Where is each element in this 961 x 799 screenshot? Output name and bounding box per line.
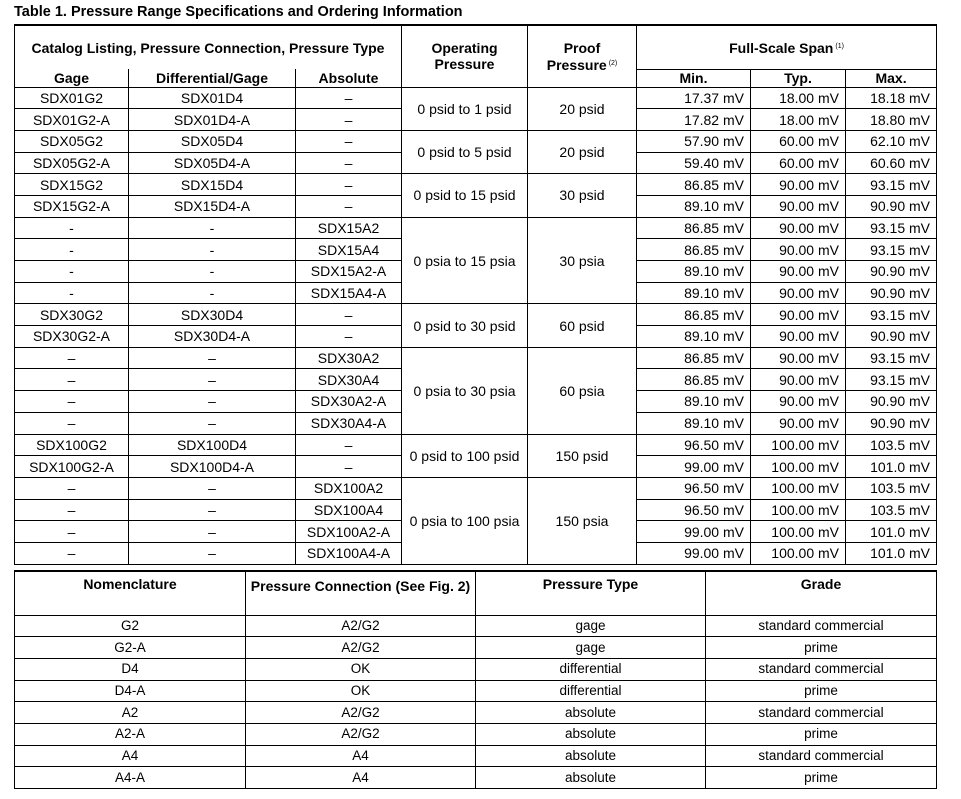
table-row [15, 477, 937, 499]
nomenclature-cell: G2-A [15, 637, 246, 659]
grade-cell: prime [706, 637, 937, 659]
grade-cell: prime [706, 680, 937, 702]
span-min-cell: 86.85 mV [637, 239, 751, 261]
table-row [15, 723, 937, 745]
differential-gage-model-cell: SDX15D4-A [129, 195, 296, 217]
nomenclature-cell: A4-A [15, 767, 246, 789]
pressure-type-cell: differential [476, 680, 706, 702]
span-min-cell: 89.10 mV [637, 412, 751, 434]
min-header: Min. [637, 69, 751, 87]
span-max-cell: 103.5 mV [846, 499, 937, 521]
span-max-cell: 93.15 mV [846, 304, 937, 326]
span-min-cell: 17.82 mV [637, 109, 751, 131]
span-max-cell: 60.60 mV [846, 152, 937, 174]
operating-pressure-cell: 0 psid to 30 psid [402, 304, 528, 347]
span-max-cell: 101.0 mV [846, 521, 937, 543]
table-title: Table 1. Pressure Range Specifications and Ordering Information [14, 4, 463, 20]
differential-gage-model-cell: SDX15D4 [129, 174, 296, 196]
differential-gage-model-cell: – [129, 347, 296, 369]
span-min-cell: 86.85 mV [637, 347, 751, 369]
grade-cell: standard commercial [706, 702, 937, 724]
absolute-model-cell: – [296, 87, 402, 109]
nomenclature-cell: D4-A [15, 680, 246, 702]
span-max-cell: 93.15 mV [846, 347, 937, 369]
span-min-cell: 99.00 mV [637, 456, 751, 478]
span-min-cell: 89.10 mV [637, 391, 751, 413]
gage-model-cell: SDX30G2 [15, 304, 129, 326]
nomenclature-table [14, 570, 937, 789]
pressure-type-cell: gage [476, 615, 706, 637]
span-max-cell: 62.10 mV [846, 130, 937, 152]
operating-pressure-cell: 0 psia to 100 psia [402, 477, 528, 564]
differential-gage-model-cell: – [129, 391, 296, 413]
table-row [15, 745, 937, 767]
differential-gage-model-cell: SDX01D4-A [129, 109, 296, 131]
gage-model-cell: – [15, 521, 129, 543]
proof-pressure-cell: 150 psia [528, 477, 637, 564]
table-row [15, 174, 937, 196]
operating-pressure-cell: 0 psid to 1 psid [402, 87, 528, 130]
differential-gage-model-cell: – [129, 412, 296, 434]
span-max-cell: 18.18 mV [846, 87, 937, 109]
differential-gage-model-cell: – [129, 369, 296, 391]
span-typ-cell: 60.00 mV [751, 130, 846, 152]
span-typ-cell: 90.00 mV [751, 304, 846, 326]
span-typ-cell: 18.00 mV [751, 109, 846, 131]
span-max-cell: 93.15 mV [846, 174, 937, 196]
differential-gage-model-cell: SDX30D4-A [129, 326, 296, 348]
differential-gage-model-cell: – [129, 477, 296, 499]
span-typ-cell: 90.00 mV [751, 217, 846, 239]
differential-gage-model-cell: – [129, 542, 296, 564]
span-typ-cell: 90.00 mV [751, 412, 846, 434]
operating-pressure-cell: 0 psid to 15 psid [402, 174, 528, 217]
absolute-model-cell: SDX100A4-A [296, 542, 402, 564]
table-row [15, 767, 937, 789]
span-typ-cell: 100.00 mV [751, 456, 846, 478]
gage-model-cell: SDX01G2-A [15, 109, 129, 131]
table-row [15, 304, 937, 326]
span-min-cell: 99.00 mV [637, 521, 751, 543]
table-row [15, 130, 937, 152]
span-min-cell: 86.85 mV [637, 174, 751, 196]
span-min-cell: 96.50 mV [637, 434, 751, 456]
proof-pressure-cell: 150 psid [528, 434, 637, 477]
pressure-type-cell: absolute [476, 723, 706, 745]
span-max-cell: 18.80 mV [846, 109, 937, 131]
pressure-connection-cell: A2/G2 [246, 702, 476, 724]
table-row [15, 658, 937, 680]
span-max-cell: 90.90 mV [846, 282, 937, 304]
differential-gage-model-cell: – [129, 521, 296, 543]
absolute-model-cell: SDX100A2-A [296, 521, 402, 543]
span-min-cell: 89.10 mV [637, 261, 751, 283]
pressure-connection-cell: A4 [246, 745, 476, 767]
span-typ-cell: 100.00 mV [751, 521, 846, 543]
span-max-cell: 93.15 mV [846, 217, 937, 239]
proof-pressure-cell: 30 psia [528, 217, 637, 304]
absolute-model-cell: SDX30A4 [296, 369, 402, 391]
gage-model-cell: – [15, 477, 129, 499]
pressure-type-header: Pressure Type [476, 571, 706, 615]
absolute-model-cell: SDX30A2-A [296, 391, 402, 413]
differential-gage-model-cell: - [129, 217, 296, 239]
gage-model-cell: – [15, 369, 129, 391]
absolute-header: Absolute [296, 69, 402, 87]
span-min-cell: 17.37 mV [637, 87, 751, 109]
full-scale-span-header: Full-Scale Span $^{(1)}$ [637, 25, 937, 69]
absolute-model-cell: – [296, 109, 402, 131]
grade-cell: prime [706, 723, 937, 745]
operating-pressure-cell: 0 psia to 15 psia [402, 217, 528, 304]
nomenclature-cell: G2 [15, 615, 246, 637]
table-row [15, 637, 937, 659]
proof-pressure-cell: 20 psid [528, 130, 637, 173]
gage-model-cell: SDX100G2 [15, 434, 129, 456]
span-typ-cell: 100.00 mV [751, 499, 846, 521]
operating-pressure-cell: 0 psid to 5 psid [402, 130, 528, 173]
absolute-model-cell: SDX15A4-A [296, 282, 402, 304]
gage-model-cell: – [15, 542, 129, 564]
grade-header: Grade [706, 571, 937, 615]
span-max-cell: 101.0 mV [846, 456, 937, 478]
pressure-type-cell: absolute [476, 702, 706, 724]
span-max-cell: 93.15 mV [846, 369, 937, 391]
pressure-connection-cell: A2/G2 [246, 637, 476, 659]
spec-table-body [15, 87, 937, 564]
nomenclature-cell: A2 [15, 702, 246, 724]
span-max-cell: 103.5 mV [846, 477, 937, 499]
nomenclature-cell: A2-A [15, 723, 246, 745]
nomenclature-table-body [15, 615, 937, 789]
pressure-connection-cell: A2/G2 [246, 615, 476, 637]
span-max-cell: 101.0 mV [846, 542, 937, 564]
pressure-connection-cell: A2/G2 [246, 723, 476, 745]
span-max-cell: 90.90 mV [846, 195, 937, 217]
span-typ-cell: 90.00 mV [751, 326, 846, 348]
grade-cell: prime [706, 767, 937, 789]
absolute-model-cell: – [296, 326, 402, 348]
span-typ-cell: 90.00 mV [751, 369, 846, 391]
table-row [15, 217, 937, 239]
gage-model-cell: – [15, 499, 129, 521]
span-min-cell: 89.10 mV [637, 195, 751, 217]
differential-gage-model-cell: - [129, 261, 296, 283]
span-min-cell: 96.50 mV [637, 499, 751, 521]
operating-pressure-cell: 0 psid to 100 psid [402, 434, 528, 477]
gage-model-cell: - [15, 217, 129, 239]
span-max-cell: 90.90 mV [846, 326, 937, 348]
gage-model-cell: SDX01G2 [15, 87, 129, 109]
absolute-model-cell: – [296, 130, 402, 152]
span-max-cell: 90.90 mV [846, 391, 937, 413]
table-row [15, 87, 937, 109]
operating-pressure-header: Operating Pressure [402, 25, 528, 87]
span-typ-cell: 90.00 mV [751, 282, 846, 304]
span-typ-cell: 90.00 mV [751, 174, 846, 196]
differential-gage-model-cell: - [129, 282, 296, 304]
span-max-cell: 103.5 mV [846, 434, 937, 456]
gage-model-cell: - [15, 282, 129, 304]
proof-pressure-cell: 20 psid [528, 87, 637, 130]
absolute-model-cell: SDX100A4 [296, 499, 402, 521]
absolute-model-cell: – [296, 152, 402, 174]
absolute-model-cell: SDX30A4-A [296, 412, 402, 434]
nomenclature-cell: D4 [15, 658, 246, 680]
differential-gage-model-cell: – [129, 499, 296, 521]
grade-cell: standard commercial [706, 658, 937, 680]
span-min-cell: 57.90 mV [637, 130, 751, 152]
span-typ-cell: 90.00 mV [751, 195, 846, 217]
span-typ-cell: 90.00 mV [751, 239, 846, 261]
span-min-cell: 86.85 mV [637, 369, 751, 391]
absolute-model-cell: – [296, 174, 402, 196]
gage-model-cell: - [15, 239, 129, 261]
proof-pressure-header: Proof Pressure $^{(2)}$ [528, 25, 637, 87]
span-min-cell: 99.00 mV [637, 542, 751, 564]
span-typ-cell: 18.00 mV [751, 87, 846, 109]
span-min-cell: 86.85 mV [637, 217, 751, 239]
absolute-model-cell: – [296, 195, 402, 217]
span-min-cell: 86.85 mV [637, 304, 751, 326]
span-typ-cell: 90.00 mV [751, 261, 846, 283]
nomenclature-cell: A4 [15, 745, 246, 767]
span-typ-cell: 100.00 mV [751, 542, 846, 564]
absolute-model-cell: SDX30A2 [296, 347, 402, 369]
span-min-cell: 89.10 mV [637, 326, 751, 348]
absolute-model-cell: – [296, 434, 402, 456]
span-max-cell: 90.90 mV [846, 412, 937, 434]
gage-header: Gage [15, 69, 129, 87]
gage-model-cell: - [15, 261, 129, 283]
proof-pressure-cell: 30 psid [528, 174, 637, 217]
absolute-model-cell: SDX100A2 [296, 477, 402, 499]
gage-model-cell: SDX15G2 [15, 174, 129, 196]
absolute-model-cell: SDX15A4 [296, 239, 402, 261]
max-header: Max. [846, 69, 937, 87]
gage-model-cell: SDX30G2-A [15, 326, 129, 348]
span-max-cell: 90.90 mV [846, 261, 937, 283]
proof-pressure-cell: 60 psid [528, 304, 637, 347]
operating-pressure-cell: 0 psia to 30 psia [402, 347, 528, 434]
table-row [15, 434, 937, 456]
span-max-cell: 93.15 mV [846, 239, 937, 261]
span-typ-cell: 100.00 mV [751, 434, 846, 456]
table-row [15, 347, 937, 369]
span-typ-cell: 90.00 mV [751, 347, 846, 369]
gage-model-cell: SDX05G2-A [15, 152, 129, 174]
pressure-type-cell: gage [476, 637, 706, 659]
table-row [15, 680, 937, 702]
catalog-header: Catalog Listing, Pressure Connection, Pressure Type [15, 25, 402, 69]
differential-gage-model-cell: - [129, 239, 296, 261]
pressure-connection-cell: OK [246, 658, 476, 680]
pressure-type-cell: differential [476, 658, 706, 680]
differential-gage-model-cell: SDX30D4 [129, 304, 296, 326]
differential-gage-model-cell: SDX05D4 [129, 130, 296, 152]
pressure-connection-cell: A4 [246, 767, 476, 789]
absolute-model-cell: – [296, 304, 402, 326]
gage-model-cell: SDX05G2 [15, 130, 129, 152]
typ-header: Typ. [751, 69, 846, 87]
gage-model-cell: – [15, 412, 129, 434]
pressure-connection-cell: OK [246, 680, 476, 702]
gage-model-cell: SDX15G2-A [15, 195, 129, 217]
grade-cell: standard commercial [706, 615, 937, 637]
differential-gage-header: Differential/Gage [129, 69, 296, 87]
span-min-cell: 96.50 mV [637, 477, 751, 499]
differential-gage-model-cell: SDX100D4 [129, 434, 296, 456]
pressure-connection-header: Pressure Connection (See Fig. 2) [246, 571, 476, 615]
absolute-model-cell: SDX15A2 [296, 217, 402, 239]
gage-model-cell: – [15, 347, 129, 369]
span-typ-cell: 90.00 mV [751, 391, 846, 413]
nomenclature-header: Nomenclature [15, 571, 246, 615]
absolute-model-cell: – [296, 456, 402, 478]
proof-pressure-cell: 60 psia [528, 347, 637, 434]
gage-model-cell: – [15, 391, 129, 413]
table-row [15, 615, 937, 637]
pressure-type-cell: absolute [476, 745, 706, 767]
differential-gage-model-cell: SDX01D4 [129, 87, 296, 109]
gage-model-cell: SDX100G2-A [15, 456, 129, 478]
span-min-cell: 59.40 mV [637, 152, 751, 174]
differential-gage-model-cell: SDX100D4-A [129, 456, 296, 478]
absolute-model-cell: SDX15A2-A [296, 261, 402, 283]
pressure-spec-table [14, 24, 937, 565]
table-row [15, 702, 937, 724]
differential-gage-model-cell: SDX05D4-A [129, 152, 296, 174]
pressure-type-cell: absolute [476, 767, 706, 789]
span-min-cell: 89.10 mV [637, 282, 751, 304]
grade-cell: standard commercial [706, 745, 937, 767]
span-typ-cell: 100.00 mV [751, 477, 846, 499]
span-typ-cell: 60.00 mV [751, 152, 846, 174]
